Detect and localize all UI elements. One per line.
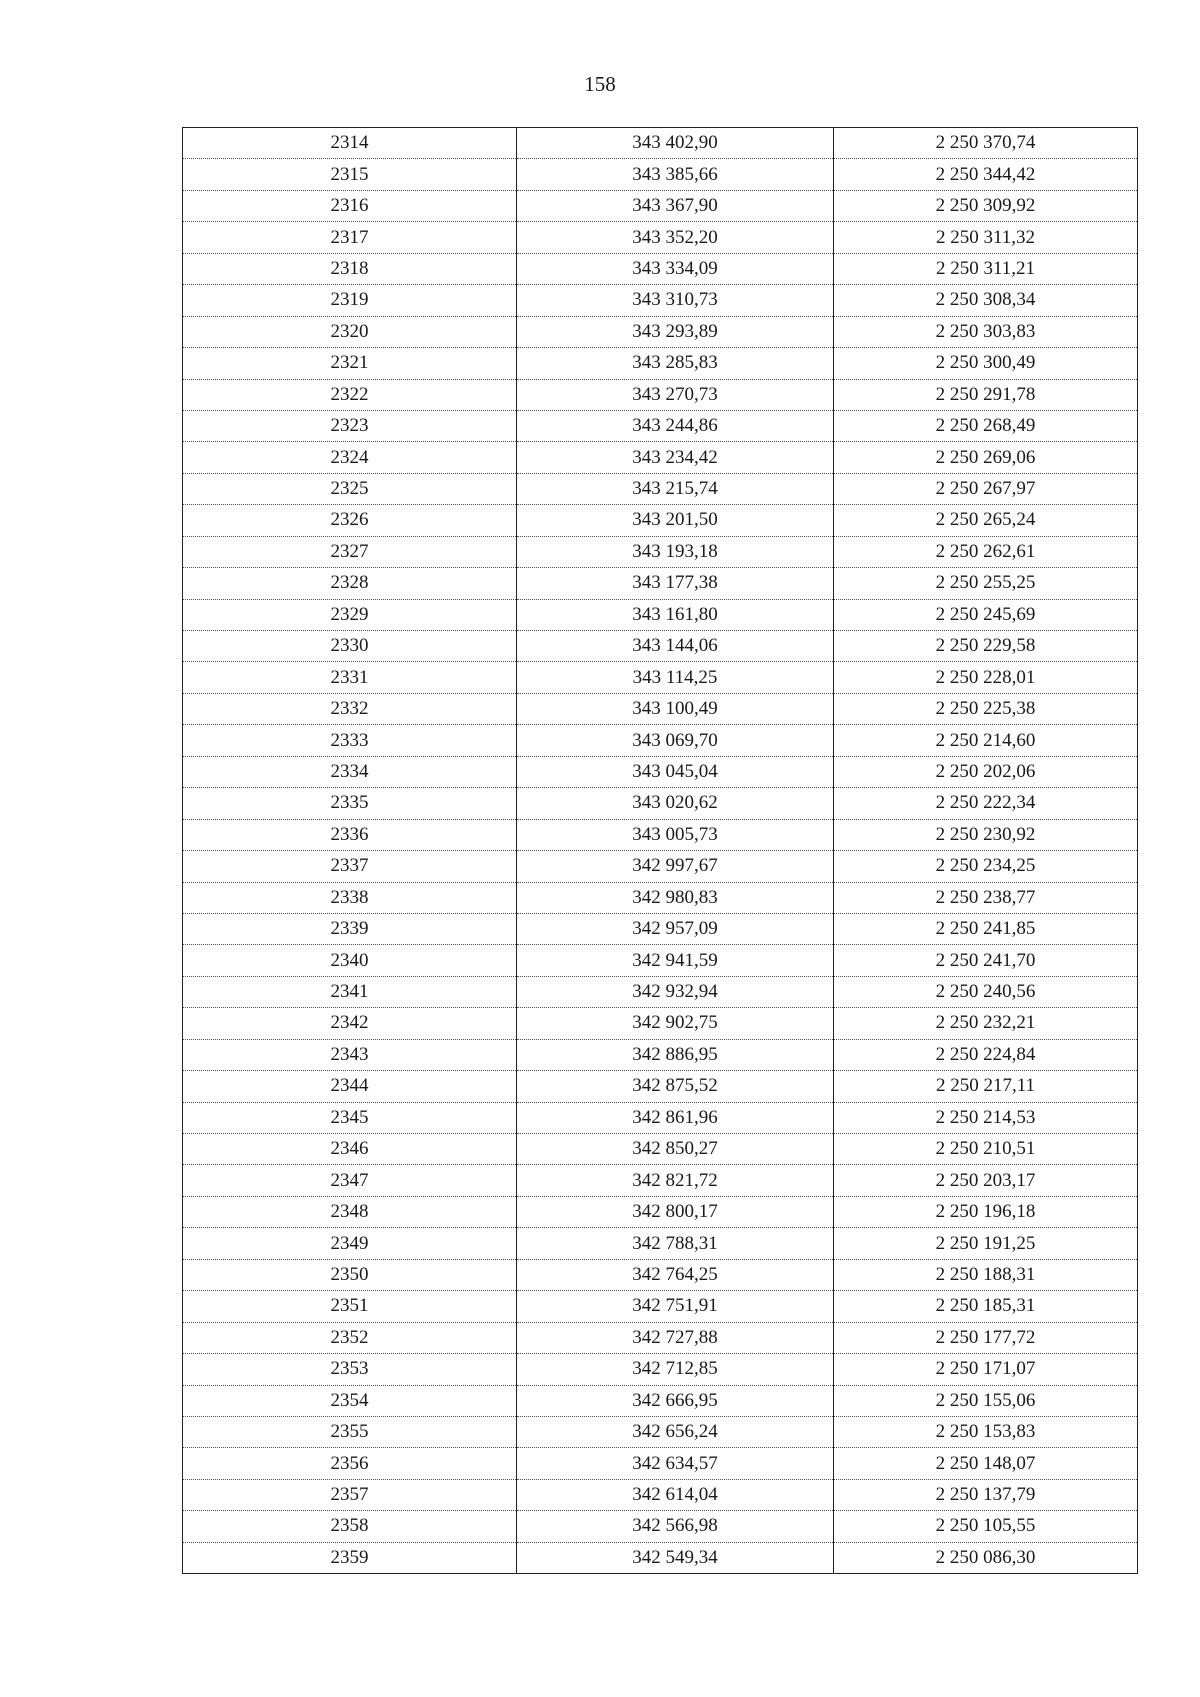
point-number-cell: 2340: [183, 945, 517, 976]
x-coordinate-cell: 343 215,74: [517, 473, 834, 504]
y-coordinate-cell: 2 250 291,78: [834, 379, 1138, 410]
x-coordinate-cell: 343 385,66: [517, 159, 834, 190]
y-coordinate-cell: 2 250 153,83: [834, 1416, 1138, 1447]
point-number-cell: 2351: [183, 1291, 517, 1322]
x-coordinate-cell: 342 850,27: [517, 1134, 834, 1165]
table-row: [183, 442, 1138, 473]
table-row: [183, 819, 1138, 850]
point-number-cell: 2346: [183, 1134, 517, 1165]
point-number-cell: 2335: [183, 788, 517, 819]
y-coordinate-cell: 2 250 177,72: [834, 1322, 1138, 1353]
y-coordinate-cell: 2 250 234,25: [834, 851, 1138, 882]
point-number-cell: 2329: [183, 599, 517, 630]
x-coordinate-cell: 343 402,90: [517, 128, 834, 159]
y-coordinate-cell: 2 250 232,21: [834, 1008, 1138, 1039]
page-number: 158: [584, 72, 616, 96]
x-coordinate-cell: 342 788,31: [517, 1228, 834, 1259]
y-coordinate-cell: 2 250 203,17: [834, 1165, 1138, 1196]
point-number-cell: 2320: [183, 316, 517, 347]
table-row: [183, 1479, 1138, 1510]
x-coordinate-cell: 343 005,73: [517, 819, 834, 850]
point-number-cell: 2325: [183, 473, 517, 504]
point-number-cell: 2318: [183, 253, 517, 284]
x-coordinate-cell: 342 886,95: [517, 1039, 834, 1070]
table-row: [183, 945, 1138, 976]
table-row: [183, 662, 1138, 693]
point-number-cell: 2334: [183, 756, 517, 787]
x-coordinate-cell: 342 764,25: [517, 1259, 834, 1290]
x-coordinate-cell: 343 352,20: [517, 222, 834, 253]
table-row: [183, 222, 1138, 253]
table-row: [183, 159, 1138, 190]
table-row: [183, 1354, 1138, 1385]
point-number-cell: 2344: [183, 1071, 517, 1102]
x-coordinate-cell: 343 367,90: [517, 190, 834, 221]
point-number-cell: 2331: [183, 662, 517, 693]
point-number-cell: 2321: [183, 348, 517, 379]
table-row: [183, 599, 1138, 630]
table-row: [183, 379, 1138, 410]
y-coordinate-cell: 2 250 202,06: [834, 756, 1138, 787]
x-coordinate-cell: 343 114,25: [517, 662, 834, 693]
x-coordinate-cell: 342 549,34: [517, 1542, 834, 1573]
x-coordinate-cell: 343 244,86: [517, 410, 834, 441]
point-number-cell: 2332: [183, 693, 517, 724]
table-row: [183, 190, 1138, 221]
table-row: [183, 1165, 1138, 1196]
y-coordinate-cell: 2 250 148,07: [834, 1448, 1138, 1479]
y-coordinate-cell: 2 250 241,85: [834, 913, 1138, 944]
point-number-cell: 2333: [183, 725, 517, 756]
table-row: [183, 1542, 1138, 1573]
point-number-cell: 2319: [183, 285, 517, 316]
x-coordinate-cell: 342 861,96: [517, 1102, 834, 1133]
y-coordinate-cell: 2 250 214,60: [834, 725, 1138, 756]
point-number-cell: 2338: [183, 882, 517, 913]
y-coordinate-cell: 2 250 265,24: [834, 505, 1138, 536]
table-row: [183, 1259, 1138, 1290]
table-row: [183, 1448, 1138, 1479]
x-coordinate-cell: 343 100,49: [517, 693, 834, 724]
table-row: [183, 1071, 1138, 1102]
table-row: [183, 631, 1138, 662]
y-coordinate-cell: 2 250 188,31: [834, 1259, 1138, 1290]
x-coordinate-cell: 342 634,57: [517, 1448, 834, 1479]
y-coordinate-cell: 2 250 269,06: [834, 442, 1138, 473]
x-coordinate-cell: 342 980,83: [517, 882, 834, 913]
y-coordinate-cell: 2 250 225,38: [834, 693, 1138, 724]
table-row: [183, 536, 1138, 567]
point-number-cell: 2347: [183, 1165, 517, 1196]
y-coordinate-cell: 2 250 308,34: [834, 285, 1138, 316]
x-coordinate-cell: 342 821,72: [517, 1165, 834, 1196]
point-number-cell: 2349: [183, 1228, 517, 1259]
point-number-cell: 2326: [183, 505, 517, 536]
table-row: [183, 128, 1138, 159]
x-coordinate-cell: 342 932,94: [517, 976, 834, 1007]
y-coordinate-cell: 2 250 228,01: [834, 662, 1138, 693]
x-coordinate-cell: 342 800,17: [517, 1196, 834, 1227]
x-coordinate-cell: 342 656,24: [517, 1416, 834, 1447]
point-number-cell: 2327: [183, 536, 517, 567]
table-row: [183, 473, 1138, 504]
point-number-cell: 2356: [183, 1448, 517, 1479]
table-row: [183, 410, 1138, 441]
x-coordinate-cell: 342 566,98: [517, 1511, 834, 1542]
table-row: [183, 913, 1138, 944]
point-number-cell: 2354: [183, 1385, 517, 1416]
point-number-cell: 2341: [183, 976, 517, 1007]
point-number-cell: 2348: [183, 1196, 517, 1227]
y-coordinate-cell: 2 250 268,49: [834, 410, 1138, 441]
x-coordinate-cell: 343 177,38: [517, 568, 834, 599]
table-row: [183, 1134, 1138, 1165]
x-coordinate-cell: 342 751,91: [517, 1291, 834, 1322]
table-row: [183, 1385, 1138, 1416]
x-coordinate-cell: 342 875,52: [517, 1071, 834, 1102]
x-coordinate-cell: 343 234,42: [517, 442, 834, 473]
table-row: [183, 285, 1138, 316]
x-coordinate-cell: 343 161,80: [517, 599, 834, 630]
table-row: [183, 1322, 1138, 1353]
y-coordinate-cell: 2 250 210,51: [834, 1134, 1138, 1165]
y-coordinate-cell: 2 250 303,83: [834, 316, 1138, 347]
x-coordinate-cell: 343 201,50: [517, 505, 834, 536]
point-number-cell: 2323: [183, 410, 517, 441]
y-coordinate-cell: 2 250 105,55: [834, 1511, 1138, 1542]
point-number-cell: 2342: [183, 1008, 517, 1039]
point-number-cell: 2359: [183, 1542, 517, 1573]
x-coordinate-cell: 342 902,75: [517, 1008, 834, 1039]
table-row: [183, 568, 1138, 599]
y-coordinate-cell: 2 250 230,92: [834, 819, 1138, 850]
table-row: [183, 1291, 1138, 1322]
table-row: [183, 882, 1138, 913]
point-number-cell: 2350: [183, 1259, 517, 1290]
y-coordinate-cell: 2 250 185,31: [834, 1291, 1138, 1322]
y-coordinate-cell: 2 250 344,42: [834, 159, 1138, 190]
y-coordinate-cell: 2 250 214,53: [834, 1102, 1138, 1133]
point-number-cell: 2358: [183, 1511, 517, 1542]
y-coordinate-cell: 2 250 311,32: [834, 222, 1138, 253]
y-coordinate-cell: 2 250 224,84: [834, 1039, 1138, 1070]
y-coordinate-cell: 2 250 137,79: [834, 1479, 1138, 1510]
table-row: [183, 976, 1138, 1007]
coordinates-table: [182, 127, 1138, 1574]
y-coordinate-cell: 2 250 155,06: [834, 1385, 1138, 1416]
y-coordinate-cell: 2 250 222,34: [834, 788, 1138, 819]
table-row: [183, 1416, 1138, 1447]
y-coordinate-cell: 2 250 086,30: [834, 1542, 1138, 1573]
y-coordinate-cell: 2 250 255,25: [834, 568, 1138, 599]
y-coordinate-cell: 2 250 229,58: [834, 631, 1138, 662]
point-number-cell: 2324: [183, 442, 517, 473]
x-coordinate-cell: 343 310,73: [517, 285, 834, 316]
y-coordinate-cell: 2 250 370,74: [834, 128, 1138, 159]
x-coordinate-cell: 343 144,06: [517, 631, 834, 662]
point-number-cell: 2322: [183, 379, 517, 410]
y-coordinate-cell: 2 250 267,97: [834, 473, 1138, 504]
table-row: [183, 788, 1138, 819]
y-coordinate-cell: 2 250 309,92: [834, 190, 1138, 221]
y-coordinate-cell: 2 250 240,56: [834, 976, 1138, 1007]
y-coordinate-cell: 2 250 262,61: [834, 536, 1138, 567]
y-coordinate-cell: 2 250 196,18: [834, 1196, 1138, 1227]
x-coordinate-cell: 343 285,83: [517, 348, 834, 379]
table-row: [183, 1102, 1138, 1133]
y-coordinate-cell: 2 250 300,49: [834, 348, 1138, 379]
x-coordinate-cell: 343 045,04: [517, 756, 834, 787]
table-row: [183, 851, 1138, 882]
x-coordinate-cell: 342 997,67: [517, 851, 834, 882]
point-number-cell: 2337: [183, 851, 517, 882]
table-row: [183, 1008, 1138, 1039]
x-coordinate-cell: 342 941,59: [517, 945, 834, 976]
y-coordinate-cell: 2 250 311,21: [834, 253, 1138, 284]
y-coordinate-cell: 2 250 217,11: [834, 1071, 1138, 1102]
point-number-cell: 2317: [183, 222, 517, 253]
x-coordinate-cell: 342 712,85: [517, 1354, 834, 1385]
x-coordinate-cell: 343 193,18: [517, 536, 834, 567]
point-number-cell: 2355: [183, 1416, 517, 1447]
point-number-cell: 2352: [183, 1322, 517, 1353]
x-coordinate-cell: 343 020,62: [517, 788, 834, 819]
point-number-cell: 2328: [183, 568, 517, 599]
table-row: [183, 253, 1138, 284]
point-number-cell: 2315: [183, 159, 517, 190]
point-number-cell: 2330: [183, 631, 517, 662]
table-row: [183, 348, 1138, 379]
point-number-cell: 2316: [183, 190, 517, 221]
y-coordinate-cell: 2 250 241,70: [834, 945, 1138, 976]
point-number-cell: 2343: [183, 1039, 517, 1070]
table-row: [183, 756, 1138, 787]
point-number-cell: 2336: [183, 819, 517, 850]
table-row: [183, 1511, 1138, 1542]
y-coordinate-cell: 2 250 238,77: [834, 882, 1138, 913]
point-number-cell: 2339: [183, 913, 517, 944]
table-row: [183, 505, 1138, 536]
table-row: [183, 1196, 1138, 1227]
point-number-cell: 2314: [183, 128, 517, 159]
y-coordinate-cell: 2 250 191,25: [834, 1228, 1138, 1259]
coordinates-table-body: [183, 128, 1138, 1574]
table-row: [183, 316, 1138, 347]
x-coordinate-cell: 343 069,70: [517, 725, 834, 756]
y-coordinate-cell: 2 250 171,07: [834, 1354, 1138, 1385]
x-coordinate-cell: 343 334,09: [517, 253, 834, 284]
point-number-cell: 2353: [183, 1354, 517, 1385]
point-number-cell: 2357: [183, 1479, 517, 1510]
table-row: [183, 1039, 1138, 1070]
x-coordinate-cell: 343 293,89: [517, 316, 834, 347]
x-coordinate-cell: 342 614,04: [517, 1479, 834, 1510]
x-coordinate-cell: 342 957,09: [517, 913, 834, 944]
point-number-cell: 2345: [183, 1102, 517, 1133]
y-coordinate-cell: 2 250 245,69: [834, 599, 1138, 630]
table-row: [183, 1228, 1138, 1259]
table-row: [183, 693, 1138, 724]
x-coordinate-cell: 342 666,95: [517, 1385, 834, 1416]
x-coordinate-cell: 342 727,88: [517, 1322, 834, 1353]
table-row: [183, 725, 1138, 756]
x-coordinate-cell: 343 270,73: [517, 379, 834, 410]
